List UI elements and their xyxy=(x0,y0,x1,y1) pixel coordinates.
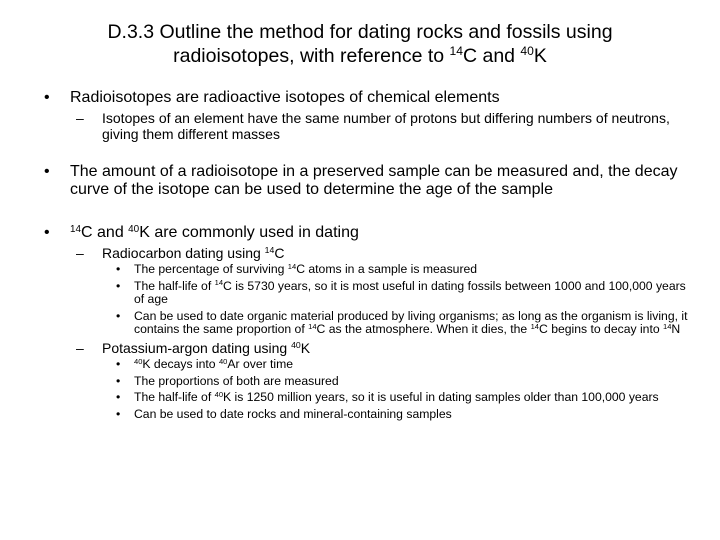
item-text: Can be used to date rocks and mineral-containing samples xyxy=(134,406,452,421)
text-run: K are commonly used in dating xyxy=(139,224,359,241)
mass-number: 14 xyxy=(214,278,224,288)
item-organic-material xyxy=(44,310,694,337)
mass-number: 14 xyxy=(308,322,317,332)
bullet-marker: • xyxy=(116,262,121,276)
title-line-1: D.3.3 Outline the method for dating rocks and fossils using xyxy=(107,21,613,43)
text-run: The half-life of xyxy=(134,278,215,293)
mass-number: 14 xyxy=(449,44,463,59)
text-run: Potassium-argon dating using xyxy=(102,339,292,356)
dash-marker: – xyxy=(76,339,84,356)
dash-marker: – xyxy=(76,110,84,126)
text-run: C is 5730 years, so it is most useful in dating fossils between 1000 and 100,000 years of age xyxy=(134,278,686,307)
text-run: The half-life of xyxy=(134,390,215,405)
mass-number: 14 xyxy=(70,223,82,235)
sub-bullet-isotopes xyxy=(44,110,694,142)
text-run: The percentage of surviving xyxy=(134,262,288,276)
item-text xyxy=(134,390,659,404)
item-text xyxy=(134,262,477,276)
title-text: C and xyxy=(462,45,521,67)
mass-number: 40 xyxy=(214,390,224,399)
sub-bullet-radiocarbon xyxy=(44,245,694,261)
mass-number: 14 xyxy=(287,261,297,271)
bullet-marker: • xyxy=(44,89,50,106)
item-text xyxy=(134,309,687,337)
title-text: radioisotopes, with reference to xyxy=(173,45,450,67)
bullet-marker: • xyxy=(44,163,50,180)
mass-number: 40 xyxy=(291,340,301,351)
item-proportions xyxy=(44,375,694,389)
mass-number: 40 xyxy=(218,356,228,366)
sub-bullet-text: Isotopes of an element have the same number of protons but differing numbers of neutrons, giving them different masses xyxy=(102,110,670,142)
text-run: C and xyxy=(81,224,129,241)
bullet-dating-isotopes xyxy=(44,224,694,242)
item-date-rocks xyxy=(44,408,694,422)
text-run: K xyxy=(300,339,311,356)
mass-number: 40 xyxy=(128,223,140,235)
bullet-decay-curve xyxy=(44,163,694,199)
text-run: Ar over time xyxy=(227,356,294,371)
sub-bullet-text xyxy=(102,245,284,261)
bullet-marker: • xyxy=(116,308,121,323)
item-surviving-atoms xyxy=(44,263,694,277)
text-run: Can be used to date organic material produced by living organisms; as long as the organism is living, it contains the same proportion of xyxy=(134,308,688,337)
mass-number: 14 xyxy=(663,322,672,332)
item-potassium-half-life xyxy=(44,391,694,405)
text-run: C atoms in a sample is measured xyxy=(296,262,478,276)
dash-marker: – xyxy=(76,245,84,261)
sub-bullet-potassium-argon xyxy=(44,340,694,356)
item-text: The proportions of both are measured xyxy=(134,373,339,388)
item-carbon-half-life xyxy=(44,280,694,307)
bullet-text: Radioisotopes are radioactive isotopes of chemical elements xyxy=(70,89,500,106)
title-line-2 xyxy=(40,44,680,68)
item-text xyxy=(134,357,293,371)
bullet-radioisotopes xyxy=(44,89,694,107)
text-run: N xyxy=(671,322,681,337)
title-text: K xyxy=(533,45,547,67)
mass-number: 14 xyxy=(530,322,540,332)
text-run: K decays into xyxy=(142,356,219,371)
bullet-marker: • xyxy=(116,356,121,371)
bullet-text: The amount of a radioisotope in a preserved sample can be measured and, the decay curve of the isotope can be used to determine the age of the sample xyxy=(70,163,678,198)
bullet-marker: • xyxy=(116,373,121,388)
bullet-marker: • xyxy=(116,278,121,293)
text-run: C begins to decay into xyxy=(539,322,663,337)
bullet-text xyxy=(70,224,359,241)
slide-title xyxy=(40,20,680,68)
slide-body xyxy=(44,89,694,421)
text-run: C xyxy=(274,245,285,261)
item-text xyxy=(134,279,686,307)
text-run: K is 1250 million years, so it is useful in dating samples older than 100,000 years xyxy=(223,390,659,405)
item-k-decays xyxy=(44,358,694,372)
bullet-marker: • xyxy=(116,390,121,405)
text-run: C as the atmosphere. When it dies, the xyxy=(316,322,531,337)
sub-bullet-text xyxy=(102,340,310,356)
text-run: Radiocarbon dating using xyxy=(102,245,265,261)
bullet-marker: • xyxy=(116,406,121,421)
mass-number: 14 xyxy=(264,245,275,256)
mass-number: 40 xyxy=(520,44,534,59)
bullet-marker: • xyxy=(44,224,50,241)
mass-number: 40 xyxy=(134,356,143,366)
